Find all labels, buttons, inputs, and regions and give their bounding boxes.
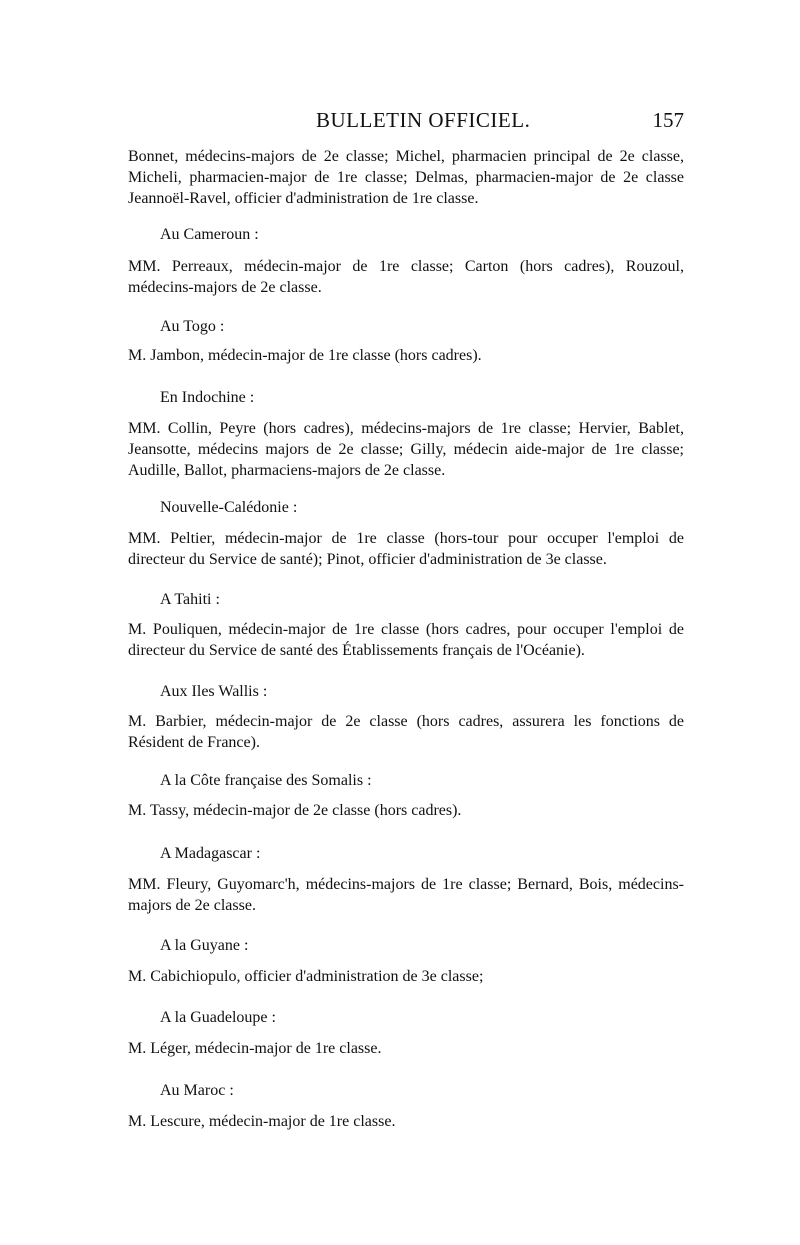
paragraph-tahiti: M. Pouliquen, médecin-major de 1re classe (hors cadres, pour occuper l'emploi de directeur du Service de santé des Établissements français de l'Océanie). [128, 621, 684, 659]
section-heading-indochine: En Indochine : [160, 389, 255, 406]
paragraph-maroc: M. Lescure, médecin-major de 1re classe. [128, 1113, 396, 1130]
paragraph-cameroun: MM. Perreaux, médecin-major de 1re classe; Carton (hors cadres), Rouzoul, médecins-majors de 2e classe. [128, 258, 684, 296]
paragraph-guyane: M. Cabichiopulo, officier d'administration de 3e classe; [128, 968, 484, 985]
paragraph-indochine: MM. Collin, Peyre (hors cadres), médecins-majors de 1re classe; Hervier, Bablet, Jeansotte, médecins majors de 2e classe; Gilly, médecin aide-major de 1re classe; Audille, Ballot, pharmaciens-majors de 2e classe. [128, 420, 684, 479]
page-number: 157 [652, 108, 684, 132]
section-heading-cameroun: Au Cameroun : [160, 226, 259, 243]
section-heading-somalis: A la Côte française des Somalis : [160, 772, 372, 789]
section-heading-tahiti: A Tahiti : [160, 591, 220, 608]
section-heading-togo: Au Togo : [160, 318, 225, 335]
section-heading-maroc: Au Maroc : [160, 1082, 234, 1099]
section-heading-guyane: A la Guyane : [160, 937, 249, 954]
paragraph-madagascar: MM. Fleury, Guyomarc'h, médecins-majors de 1re classe; Bernard, Bois, médecins-majors de 2e classe. [128, 876, 684, 914]
paragraph-wallis: M. Barbier, médecin-major de 2e classe (hors cadres, assurera les fonctions de Résident de France). [128, 713, 684, 751]
page-header [128, 108, 684, 138]
section-heading-wallis: Aux Iles Wallis : [160, 683, 268, 700]
section-heading-madagascar: A Madagascar : [160, 845, 261, 862]
section-heading-nouvelle-caledonie: Nouvelle-Calédonie : [160, 499, 298, 516]
paragraph-continuation: Bonnet, médecins-majors de 2e classe; Michel, pharmacien principal de 2e classe, Micheli, pharmacien-major de 1re classe; Delmas, pharmacien-major de 2e classe Jeannoël-Ravel, officier d'administration de 1re classe. [128, 148, 684, 207]
section-heading-guadeloupe: A la Guadeloupe : [160, 1009, 276, 1026]
paragraph-togo: M. Jambon, médecin-major de 1re classe (hors cadres). [128, 347, 482, 364]
paragraph-guadeloupe: M. Léger, médecin-major de 1re classe. [128, 1040, 382, 1057]
paragraph-somalis: M. Tassy, médecin-major de 2e classe (hors cadres). [128, 802, 462, 819]
paragraph-nouvelle-caledonie: MM. Peltier, médecin-major de 1re classe (hors-tour pour occuper l'emploi de directeur du Service de santé); Pinot, officier d'administration de 3e classe. [128, 530, 684, 568]
bulletin-title: BULLETIN OFFICIEL. [316, 108, 531, 132]
